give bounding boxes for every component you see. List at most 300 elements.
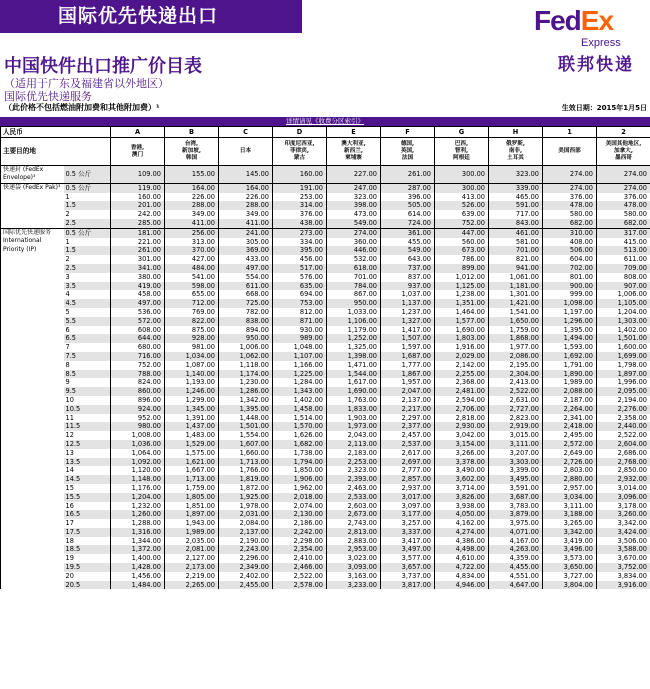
rate-cell: 635.00 [273, 282, 327, 291]
rate-cell: 1,943.00 [165, 519, 219, 528]
rate-cell: 1,008.00 [111, 431, 165, 440]
rate-cell: 2,137.00 [381, 396, 435, 405]
weight-cell: 9 [65, 378, 70, 387]
zone-code-d: D [273, 127, 327, 138]
rate-cell: 2,957.00 [543, 484, 597, 493]
rate-cell: 2,242.00 [273, 528, 327, 537]
rate-cell: 2,190.00 [219, 537, 273, 546]
rate-cell: 752.00 [435, 219, 489, 228]
rate-cell: 1,690.00 [435, 326, 489, 335]
rate-cell: 1,621.00 [165, 458, 219, 467]
rate-cell: 2,481.00 [435, 387, 489, 396]
destination-name: 柬埔寨 [345, 155, 362, 161]
rate-cell: 164.00 [165, 183, 219, 192]
rate-cell: 2,255.00 [435, 370, 489, 379]
rate-cell: 1,713.00 [219, 458, 273, 467]
rate-cell: 2,457.00 [381, 431, 435, 440]
rate-cell: 1,299.00 [165, 396, 219, 405]
zone-code-e: E [327, 127, 381, 138]
rate-cell: 3,014.00 [597, 484, 650, 493]
rate-cell: 2,137.00 [219, 528, 273, 537]
rate-row [1, 228, 650, 237]
rate-cell: 1,600.00 [597, 343, 650, 352]
section-label [1, 183, 64, 228]
rate-cell: 1,687.00 [381, 352, 435, 361]
rate-cell: 2,413.00 [489, 378, 543, 387]
rate-cell: 1,805.00 [165, 493, 219, 502]
rate-cell: 1,777.00 [381, 361, 435, 370]
rate-cell: 256.00 [165, 228, 219, 237]
rate-cell: 1,006.00 [219, 343, 273, 352]
rate-cell: 3,303.00 [489, 458, 543, 467]
zone-index-link[interactable]: 详情请见《收费分区索引》 [0, 117, 650, 126]
rate-cell: 950.00 [219, 334, 273, 343]
rate-cell: 1,391.00 [165, 414, 219, 423]
weight-cell: 8.5 [64, 370, 111, 379]
rate-cell: 1,597.00 [381, 343, 435, 352]
rate-cell: 1,514.00 [273, 414, 327, 423]
zone-destinations-2 [597, 138, 650, 166]
service-name: 国际优先快递服务 [4, 90, 92, 103]
rate-cell: 824.00 [111, 378, 165, 387]
rate-cell: 2,297.00 [381, 414, 435, 423]
rate-cell: 2,341.00 [543, 414, 597, 423]
rate-cell: 2,697.00 [381, 458, 435, 467]
rate-cell: 4,610.00 [435, 554, 489, 563]
rate-cell: 1,868.00 [489, 334, 543, 343]
weight-cell: 14 [65, 466, 74, 475]
weight-cell: 10.5 [64, 405, 111, 414]
rate-cell: 1,682.00 [273, 440, 327, 449]
zone-destinations-1 [543, 138, 597, 166]
rate-row [1, 370, 650, 379]
rate-cell: 1,851.00 [165, 502, 219, 511]
rate-cell: 3,096.00 [597, 493, 650, 502]
rate-cell: 1,699.00 [597, 352, 650, 361]
rate-cell: 532.00 [327, 255, 381, 264]
rate-cell: 2,086.00 [489, 352, 543, 361]
rate-row [1, 183, 650, 192]
rate-cell: 541.00 [165, 273, 219, 282]
rate-cell: 396.00 [381, 193, 435, 202]
rate-cell: 1,713.00 [165, 475, 219, 484]
rate-cell: 395.00 [273, 246, 327, 255]
rate-cell: 2,113.00 [327, 440, 381, 449]
rate-cell: 4,551.00 [489, 572, 543, 581]
rate-cell: 2,857.00 [381, 475, 435, 484]
zone-destinations-b [165, 138, 219, 166]
zone-code-h: H [489, 127, 543, 138]
rate-row [1, 414, 650, 423]
rate-cell: 1,962.00 [273, 484, 327, 493]
rate-cell: 2,726.00 [543, 458, 597, 467]
destination-label: 主要目的地 [1, 138, 111, 166]
rate-cell: 2,455.00 [219, 581, 273, 590]
rate-cell: 411.00 [165, 219, 219, 228]
rate-cell: 1,989.00 [543, 378, 597, 387]
currency-label: 人民币 [1, 127, 111, 138]
rate-cell: 2,276.00 [597, 405, 650, 414]
rate-cell: 2,631.00 [489, 396, 543, 405]
rate-row [1, 343, 650, 352]
rate-cell: 1,197.00 [543, 308, 597, 317]
rate-row [1, 484, 650, 493]
rate-cell: 2,035.00 [165, 537, 219, 546]
rate-cell: 1,766.00 [219, 466, 273, 475]
rate-cell: 4,071.00 [489, 528, 543, 537]
zone-code-g: G [435, 127, 489, 138]
rate-cell: 191.00 [273, 183, 327, 192]
rate-cell: 737.00 [381, 264, 435, 273]
weight-cell: 2 [65, 255, 70, 264]
rate-cell: 2,727.00 [489, 405, 543, 414]
weight-cell: 0.5 公斤 [64, 228, 111, 237]
rate-cell: 725.00 [219, 299, 273, 308]
rate-cell: 3,424.00 [597, 528, 650, 537]
rate-cell: 3,178.00 [597, 502, 650, 511]
weight-cell: 8 [65, 360, 70, 369]
rate-cell: 3,714.00 [435, 484, 489, 493]
rate-cell: 3,154.00 [435, 440, 489, 449]
rate-cell: 896.00 [111, 396, 165, 405]
rate-cell: 3,023.00 [327, 554, 381, 563]
rate-cell: 2,081.00 [165, 545, 219, 554]
rate-cell: 3,916.00 [597, 581, 650, 590]
weight-cell: 5.5 [64, 317, 111, 326]
zone-destinations-h [489, 138, 543, 166]
rate-cell: 1,296.00 [543, 317, 597, 326]
fedex-logo [528, 5, 648, 75]
rate-cell: 709.00 [597, 264, 650, 273]
rate-row [1, 458, 650, 467]
rate-cell: 1,692.00 [543, 352, 597, 361]
rate-row [1, 545, 650, 554]
rate-cell: 2,253.00 [327, 458, 381, 467]
rate-cell: 3,737.00 [381, 572, 435, 581]
rate-row [1, 431, 650, 440]
rate-cell: 614.00 [381, 210, 435, 219]
rate-cell: 1,238.00 [435, 290, 489, 299]
rate-cell: 1,890.00 [543, 370, 597, 379]
rate-cell: 655.00 [165, 290, 219, 299]
rate-cell: 2,095.00 [597, 387, 650, 396]
rate-cell: 3,657.00 [381, 563, 435, 572]
rate-cell: 2,029.00 [435, 352, 489, 361]
rate-cell: 702.00 [543, 264, 597, 273]
rate-row [1, 396, 650, 405]
rate-cell: 2,031.00 [219, 510, 273, 519]
weight-cell: 15.5 [64, 493, 111, 502]
section-label-line: 国际优先快递服务 [3, 228, 52, 236]
destination-name: 阿根廷 [453, 155, 470, 161]
rate-cell: 317.00 [597, 228, 650, 237]
rate-cell: 1,759.00 [165, 484, 219, 493]
weight-cell: 11.5 [64, 422, 111, 431]
rate-cell: 1,494.00 [543, 334, 597, 343]
rate-row [1, 210, 650, 219]
rate-cell: 1,037.00 [381, 290, 435, 299]
destination-name: 俄罗斯, [506, 141, 525, 147]
rate-cell: 2,466.00 [273, 563, 327, 572]
rate-cell: 941.00 [489, 264, 543, 273]
rate-cell: 1,230.00 [219, 378, 273, 387]
rate-cell: 3,670.00 [597, 554, 650, 563]
rate-cell: 2,495.00 [543, 431, 597, 440]
rate-cell: 2,354.00 [273, 545, 327, 554]
destination-name: 智利, [454, 148, 469, 154]
rate-cell: 1,316.00 [111, 528, 165, 537]
rate-cell: 3,015.00 [489, 431, 543, 440]
rate-cell: 1,690.00 [327, 387, 381, 396]
rate-cell: 2,243.00 [219, 545, 273, 554]
rate-cell: 2,768.00 [597, 458, 650, 467]
rate-cell: 1,529.00 [165, 440, 219, 449]
rate-cell: 1,738.00 [273, 449, 327, 458]
rate-cell: 273.00 [273, 228, 327, 237]
rate-cell: 376.00 [543, 193, 597, 202]
rate-cell: 668.00 [219, 290, 273, 299]
rate-cell: 867.00 [327, 290, 381, 299]
weight-cell: 3.5 [64, 282, 111, 291]
rate-cell: 3,577.00 [381, 554, 435, 563]
rate-cell: 4,359.00 [489, 554, 543, 563]
rate-cell: 1,012.00 [435, 273, 489, 282]
rate-cell: 2,463.00 [327, 484, 381, 493]
rate-cell: 513.00 [597, 246, 650, 255]
rate-cell: 2,686.00 [597, 449, 650, 458]
rate-cell: 3,602.00 [435, 475, 489, 484]
rate-cell: 1,957.00 [381, 378, 435, 387]
rate-cell: 875.00 [165, 326, 219, 335]
rate-cell: 4,455.00 [489, 563, 543, 572]
rate-cell: 408.00 [543, 238, 597, 247]
weight-cell: 6 [65, 325, 70, 334]
rate-cell: 526.00 [435, 201, 489, 210]
rate-row [1, 466, 650, 475]
rate-cell: 517.00 [273, 264, 327, 273]
rate-cell: 1,650.00 [489, 317, 543, 326]
rate-cell: 1,617.00 [327, 378, 381, 387]
rate-cell: 2,393.00 [327, 475, 381, 484]
destination-header-row [1, 138, 650, 166]
page-title: 中国快件出口推广价目表 [4, 56, 202, 77]
rate-row [1, 405, 650, 414]
weight-cell: 3 [65, 272, 70, 281]
rate-cell: 1,501.00 [597, 334, 650, 343]
rate-cell: 1,179.00 [327, 326, 381, 335]
rate-cell: 1,501.00 [219, 422, 273, 431]
rate-cell: 1,148.00 [111, 475, 165, 484]
rate-cell: 3,266.00 [435, 449, 489, 458]
rate-cell: 2,195.00 [489, 361, 543, 370]
rate-cell: 398.00 [327, 201, 381, 210]
weight-cell: 2.5 [64, 219, 111, 228]
rate-cell: 274.00 [543, 166, 597, 184]
rate-cell: 1,395.00 [543, 326, 597, 335]
rate-cell: 370.00 [165, 246, 219, 255]
rate-cell: 1,798.00 [597, 361, 650, 370]
rate-cell: 3,975.00 [489, 519, 543, 528]
rate-cell: 287.00 [381, 183, 435, 192]
rate-cell: 413.00 [435, 193, 489, 202]
rate-cell: 2,173.00 [165, 563, 219, 572]
rate-cell: 361.00 [381, 228, 435, 237]
rate-cell: 1,554.00 [219, 431, 273, 440]
rate-cell: 680.00 [111, 343, 165, 352]
rate-cell: 782.00 [219, 308, 273, 317]
rate-cell: 1,288.00 [111, 519, 165, 528]
rate-cell: 1,456.00 [111, 572, 165, 581]
rate-cell: 334.00 [273, 238, 327, 247]
rate-row [1, 572, 650, 581]
rate-cell: 2,953.00 [327, 545, 381, 554]
rate-cell: 784.00 [327, 282, 381, 291]
rate-cell: 611.00 [597, 255, 650, 264]
weight-cell: 19.5 [64, 563, 111, 572]
rate-row [1, 378, 650, 387]
weight-cell: 9.5 [64, 387, 111, 396]
destination-name: 日本 [239, 148, 252, 154]
rate-cell: 1,176.00 [111, 484, 165, 493]
rate-cell: 2,084.00 [219, 519, 273, 528]
rate-cell: 314.00 [273, 201, 327, 210]
rate-cell: 288.00 [165, 201, 219, 210]
weight-cell: 6.5 [64, 334, 111, 343]
rate-cell: 2,537.00 [381, 440, 435, 449]
zone-code-f: F [381, 127, 435, 138]
rate-cell: 300.00 [435, 166, 489, 184]
rate-cell: 274.00 [597, 166, 650, 184]
rate-cell: 1,471.00 [327, 361, 381, 370]
rate-cell: 1,351.00 [435, 299, 489, 308]
weight-cell: 20.5 [64, 581, 111, 590]
rate-cell: 580.00 [543, 210, 597, 219]
rate-cell: 2,578.00 [273, 581, 327, 590]
rate-cell: 3,783.00 [489, 502, 543, 511]
rate-cell: 2,594.00 [435, 396, 489, 405]
rate-cell: 860.00 [111, 387, 165, 396]
rate-cell: 1,140.00 [165, 370, 219, 379]
rate-row [1, 255, 650, 264]
rate-cell: 465.00 [489, 193, 543, 202]
rate-cell: 3,417.00 [381, 537, 435, 546]
rate-cell: 1,232.00 [111, 502, 165, 511]
rate-cell: 160.00 [273, 166, 327, 184]
rate-cell: 673.00 [435, 246, 489, 255]
rate-cell: 458.00 [111, 290, 165, 299]
rate-cell: 871.00 [273, 317, 327, 326]
rate-cell: 261.00 [111, 246, 165, 255]
rate-cell: 160.00 [111, 193, 165, 202]
weight-cell: 10 [65, 395, 74, 404]
rate-cell: 1,763.00 [327, 396, 381, 405]
rate-cell: 376.00 [273, 210, 327, 219]
rate-row [1, 581, 650, 590]
rate-cell: 261.00 [381, 166, 435, 184]
rate-cell: 808.00 [597, 273, 650, 282]
rate-cell: 4,834.00 [435, 572, 489, 581]
rate-row [1, 201, 650, 210]
rate-cell: 2,265.00 [165, 581, 219, 590]
rate-row [1, 537, 650, 546]
rate-cell: 247.00 [327, 183, 381, 192]
rate-cell: 2,604.00 [597, 440, 650, 449]
rate-row [1, 554, 650, 563]
rate-cell: 1,973.00 [327, 422, 381, 431]
destination-name: 英国, [400, 148, 415, 154]
weight-cell: 19 [65, 554, 74, 563]
rate-cell: 1,092.00 [111, 458, 165, 467]
rate-cell: 415.00 [597, 238, 650, 247]
rate-cell: 411.00 [219, 219, 273, 228]
rate-cell: 3,163.00 [327, 572, 381, 581]
zone-destinations-d [273, 138, 327, 166]
rate-cell: 1,106.00 [327, 317, 381, 326]
rate-cell: 2,018.00 [273, 493, 327, 502]
rate-cell: 145.00 [219, 166, 273, 184]
rate-row [1, 528, 650, 537]
rate-cell: 1,483.00 [165, 431, 219, 440]
weight-cell: 1 [65, 237, 70, 246]
rate-cell: 1,541.00 [489, 308, 543, 317]
rate-cell: 611.00 [219, 282, 273, 291]
rate-cell: 310.00 [543, 228, 597, 237]
rate-cell: 2,930.00 [435, 422, 489, 431]
rate-cell: 1,575.00 [165, 449, 219, 458]
rate-row [1, 308, 650, 317]
rate-cell: 274.00 [597, 183, 650, 192]
rate-row [1, 422, 650, 431]
zone-destinations-a [111, 138, 165, 166]
rate-row [1, 510, 650, 519]
rate-cell: 2,883.00 [327, 537, 381, 546]
rate-cell: 505.00 [381, 201, 435, 210]
rate-cell: 3,495.00 [489, 475, 543, 484]
rate-cell: 2,440.00 [597, 422, 650, 431]
rate-cell: 1,850.00 [273, 466, 327, 475]
destination-name: 香港, [130, 144, 145, 151]
weight-cell: 2.5 [64, 264, 111, 273]
section-label-line: 快递袋 (FedEx Pak)³ [3, 183, 61, 191]
rate-row [1, 440, 650, 449]
rate-cell: 2,522.00 [273, 572, 327, 581]
rate-cell: 2,937.00 [381, 484, 435, 493]
rate-cell: 1,237.00 [381, 308, 435, 317]
section-label [1, 166, 64, 184]
weight-cell: 1.5 [64, 246, 111, 255]
zone-code-1: 1 [543, 127, 597, 138]
rate-cell: 2,127.00 [165, 554, 219, 563]
destination-name: 美国其他地区, [605, 141, 642, 147]
rate-cell: 313.00 [165, 238, 219, 247]
rate-cell: 484.00 [165, 264, 219, 273]
rate-cell: 4,050.00 [435, 510, 489, 519]
rate-cell: 4,722.00 [435, 563, 489, 572]
rate-cell: 2,183.00 [327, 449, 381, 458]
rate-cell: 3,042.00 [435, 431, 489, 440]
rate-cell: 2,043.00 [327, 431, 381, 440]
rate-cell: 1,400.00 [111, 554, 165, 563]
rate-cell: 549.00 [327, 219, 381, 228]
rate-cell: 376.00 [597, 193, 650, 202]
rate-cell: 305.00 [219, 238, 273, 247]
rate-cell: 1,284.00 [273, 378, 327, 387]
rate-cell: 1,006.00 [597, 290, 650, 299]
rate-cell: 3,826.00 [435, 493, 489, 502]
weight-cell: 12 [65, 431, 74, 440]
rate-cell: 1,897.00 [597, 370, 650, 379]
rate-cell: 3,817.00 [381, 581, 435, 590]
